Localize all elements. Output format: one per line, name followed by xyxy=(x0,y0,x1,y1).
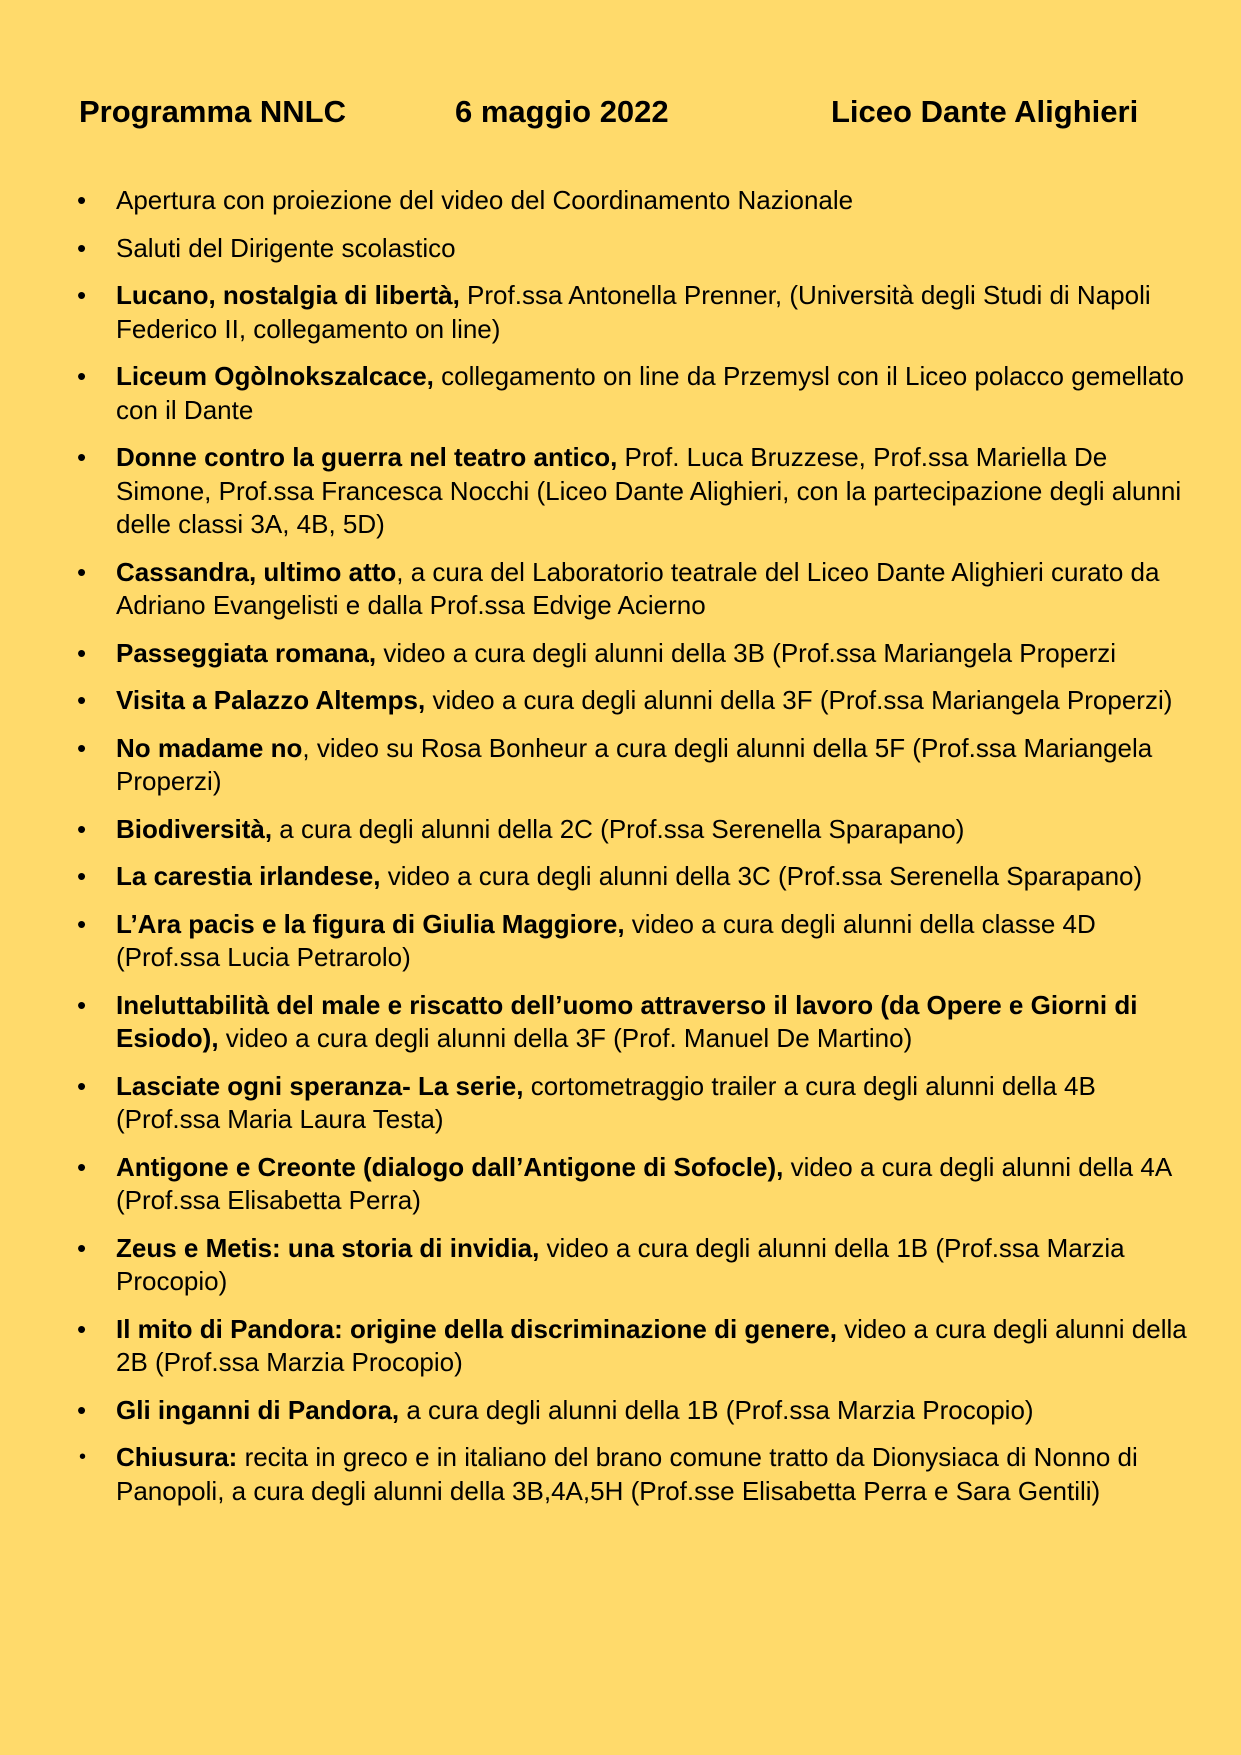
item-text: a cura degli alunni della 2C (Prof.ssa Serenella Sparapano) xyxy=(272,813,965,844)
list-item xyxy=(79,232,1194,266)
program-title: Programma NNLC xyxy=(79,94,346,129)
item-title: Il mito di Pandora: origine della discriminazione di genere, xyxy=(116,1313,837,1344)
list-item xyxy=(79,1313,1194,1380)
item-text: Prof. Luca Bruzzese, Prof.ssa Mariella De Simone, Prof.ssa Francesca Nocchi (Liceo Dante Alighieri, con la partecipazione degli alunni delle classi 3A, 4B, 5D) xyxy=(116,442,1182,539)
item-text: collegamento on line da Przemysl con il Liceo polacco gemellato con il Dante xyxy=(116,361,1184,425)
item-title: Lucano, nostalgia di libertà, xyxy=(116,280,460,310)
item-title: Donne contro la guerra nel teatro antico, xyxy=(116,442,618,472)
school-name: Liceo Dante Alighieri xyxy=(831,94,1139,129)
item-text: Saluti del Dirigente scolastico xyxy=(116,232,456,263)
item-text: recita in greco e in italiano del brano comune tratto da Dionysiaca di Nonno di Panopoli, a cura degli alunni della 3B,4A,5H (Prof.sse Elisabetta Perra e Sara Gentili) xyxy=(116,1442,1138,1506)
item-text: video a cura degli alunni della 3F (Prof. Manuel De Martino) xyxy=(218,1023,913,1053)
list-item xyxy=(79,360,1194,427)
list-item xyxy=(79,908,1194,975)
item-title: Ineluttabilità del male e riscatto dell’uomo attraverso il lavoro (da Opere e Giorni di Esiodo), xyxy=(116,989,1138,1053)
list-item xyxy=(79,1232,1194,1299)
item-text: , a cura del Laboratorio teatrale del Liceo Dante Alighieri curato da Adriano Evangelisti e dalla Prof.ssa Edvige Acierno xyxy=(116,556,1160,620)
list-item xyxy=(79,732,1194,799)
item-title: Zeus e Metis: una storia di invidia, xyxy=(116,1232,540,1263)
item-text: Apertura con proiezione del video del Coordinamento Nazionale xyxy=(116,185,854,215)
item-text: video a cura degli alunni della 2B (Prof.ssa Marzia Procopio) xyxy=(116,1313,1187,1377)
item-title: Passeggiata romana, xyxy=(116,637,377,668)
program-header xyxy=(79,90,1179,134)
program-list xyxy=(79,184,1194,1522)
item-title: Visita a Palazzo Altemps, xyxy=(116,685,426,715)
list-item xyxy=(79,989,1194,1056)
item-text: video a cura degli alunni della classe 4D (Prof.ssa Lucia Petrarolo) xyxy=(116,908,1096,972)
item-title: Gli inganni di Pandora, xyxy=(116,1394,400,1425)
item-title: Liceum Ogòlnokszalcace, xyxy=(116,361,434,391)
item-text: video a cura degli alunni della 3C (Prof.ssa Serenella Sparapano) xyxy=(380,861,1143,891)
item-title: La carestia irlandese, xyxy=(116,861,381,891)
list-item xyxy=(79,637,1194,671)
item-title: Chiusura: xyxy=(116,1442,238,1472)
item-title: L’Ara pacis e la figura di Giulia Maggiore, xyxy=(116,908,625,939)
list-item xyxy=(79,1394,1194,1428)
item-text: a cura degli alunni della 1B (Prof.ssa Marzia Procopio) xyxy=(399,1394,1034,1425)
list-item xyxy=(79,684,1194,718)
item-title: Biodiversità, xyxy=(116,813,273,844)
list-item xyxy=(79,1070,1194,1137)
list-item xyxy=(79,860,1194,894)
item-text: , video su Rosa Bonheur a cura degli alunni della 5F (Prof.ssa Mariangela Properzi) xyxy=(116,732,1153,796)
program-date: 6 maggio 2022 xyxy=(455,94,669,129)
list-item xyxy=(79,441,1194,542)
item-title: Antigone e Creonte (dialogo dall’Antigone di Sofocle), xyxy=(116,1151,784,1182)
item-title: No madame no xyxy=(116,732,303,763)
list-item xyxy=(79,813,1194,847)
item-text: video a cura degli alunni della 3B (Prof.ssa Mariangela Properzi xyxy=(376,637,1117,668)
item-text: video a cura degli alunni della 3F (Prof.ssa Mariangela Properzi) xyxy=(425,685,1173,715)
list-item xyxy=(79,1151,1194,1218)
item-title: Cassandra, ultimo atto xyxy=(116,556,397,587)
list-item xyxy=(79,184,1194,218)
list-item xyxy=(79,1441,1194,1508)
item-text: cortometraggio trailer a cura degli alunni della 4B (Prof.ssa Maria Laura Testa) xyxy=(116,1070,1096,1134)
item-text: video a cura degli alunni della 4A (Prof.ssa Elisabetta Perra) xyxy=(116,1151,1171,1215)
item-title: Lasciate ogni speranza- La serie, xyxy=(116,1070,524,1101)
list-item xyxy=(79,556,1194,623)
item-text: Prof.ssa Antonella Prenner, (Università degli Studi di Napoli Federico II, collegamento on line) xyxy=(116,280,1151,344)
list-item xyxy=(79,279,1194,346)
item-text: video a cura degli alunni della 1B (Prof.ssa Marzia Procopio) xyxy=(116,1232,1125,1296)
